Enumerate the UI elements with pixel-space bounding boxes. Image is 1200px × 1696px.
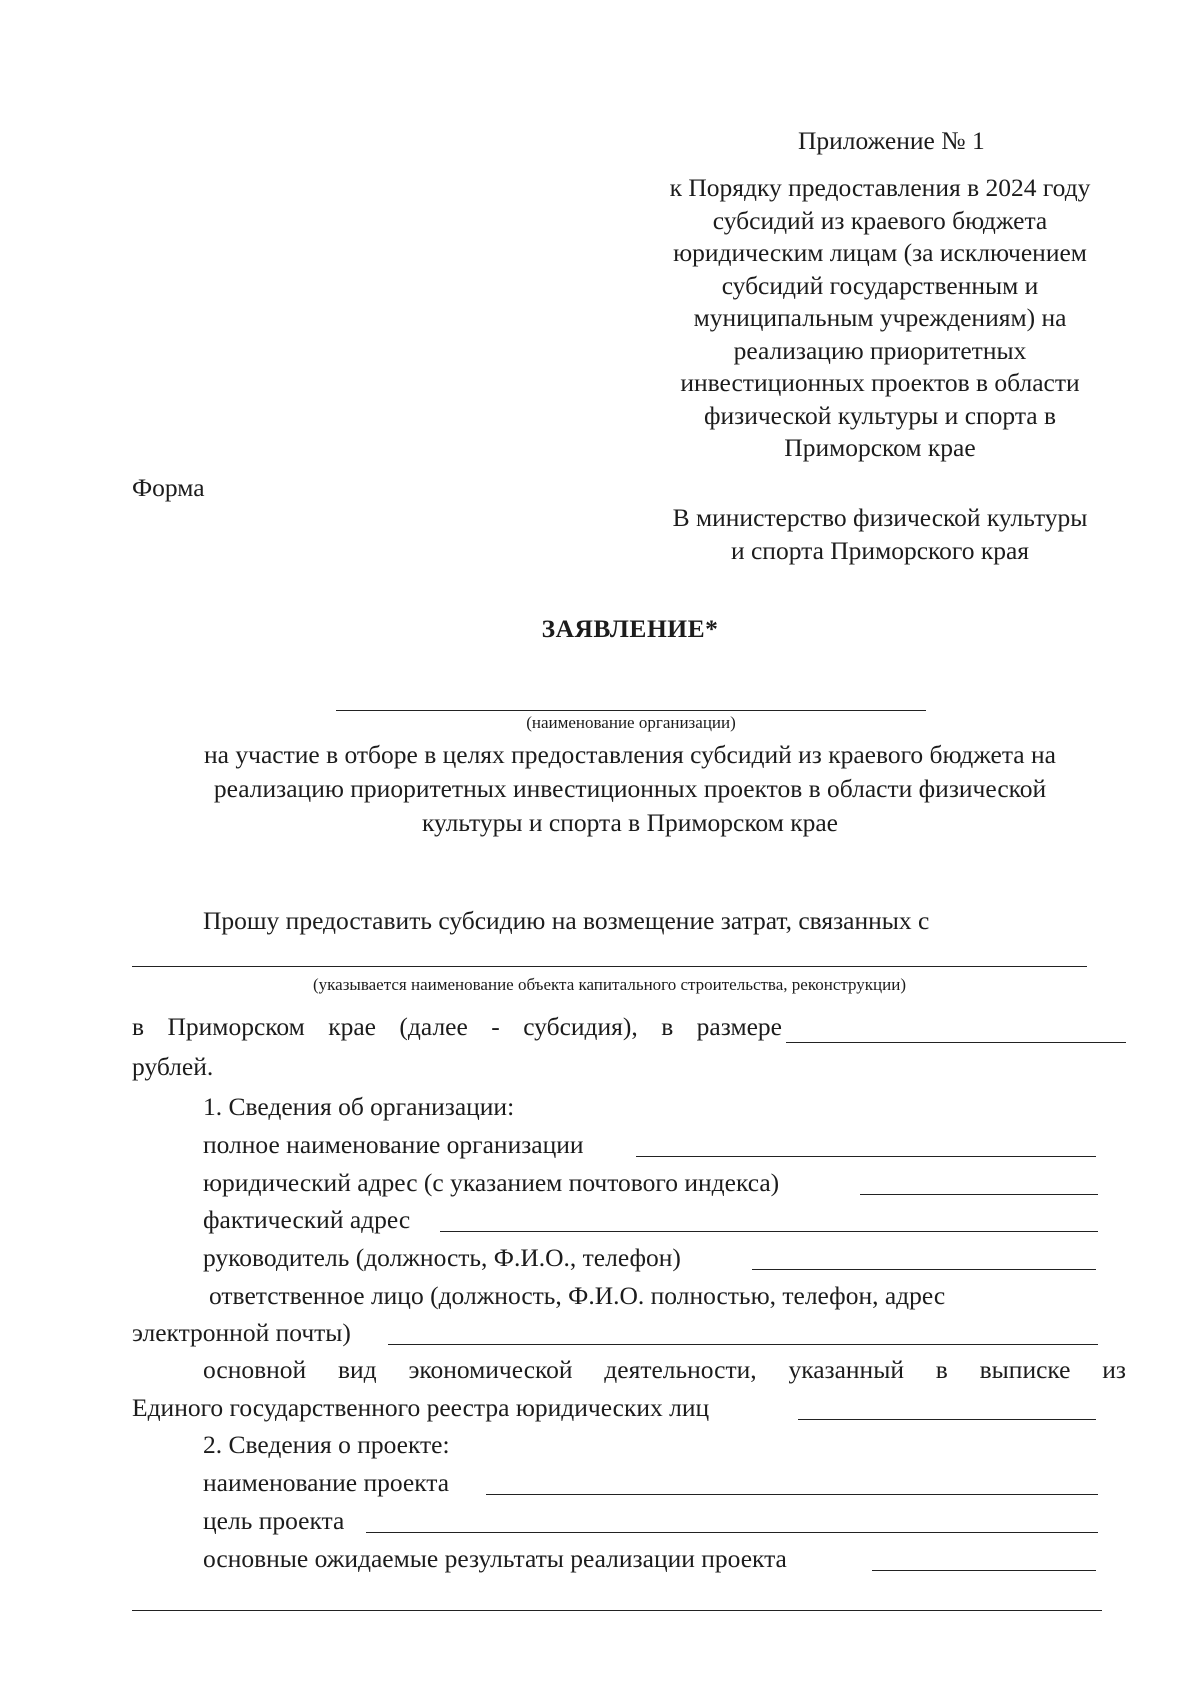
org-name-field-line	[336, 710, 926, 711]
object-caption: (указывается наименование объекта капитального строительства, реконструкции)	[312, 975, 906, 994]
form-label: Форма	[132, 473, 205, 502]
appendix-line: юридическим лицам (за исключением	[673, 238, 1087, 267]
appendix-line: муниципальным учреждениям) на	[693, 303, 1067, 332]
addressee	[620, 502, 1140, 567]
responsible-field-line[interactable]	[388, 1344, 1098, 1345]
expected-results-field-line-2[interactable]	[132, 1610, 1102, 1611]
full-name-label: полное наименование организации	[203, 1130, 584, 1159]
addressee-line: и спорта Приморского края	[730, 535, 1030, 565]
activity-label-cont: Единого государственного реестра юридических лиц	[132, 1393, 710, 1422]
appendix-label: Приложение № 1	[798, 126, 985, 155]
appendix-description	[620, 172, 1140, 465]
expected-results-field-line[interactable]	[872, 1570, 1096, 1571]
actual-address-field-line[interactable]	[440, 1231, 1098, 1232]
appendix-line: субсидий из краевого бюджета	[712, 205, 1048, 235]
amount-label: в Приморском крае (далее - субсидия), в размере	[132, 1012, 782, 1041]
appendix-line: Приморском крае	[784, 433, 976, 462]
responsible-label: ответственное лицо (должность, Ф.И.О. полностью, телефон, адрес	[209, 1281, 946, 1310]
head-field-line[interactable]	[752, 1269, 1096, 1270]
org-name-caption: (наименование организации)	[526, 713, 736, 732]
document-title: ЗАЯВЛЕНИЕ*	[541, 614, 719, 643]
expected-results-label: основные ожидаемые результаты реализации проекта	[203, 1544, 787, 1573]
section2-heading: 2. Сведения о проекте:	[203, 1430, 450, 1459]
purpose-line: реализацию приоритетных инвестиционных проектов в области физической	[213, 774, 1047, 803]
legal-address-label: юридический адрес (с указанием почтового индекса)	[203, 1168, 780, 1197]
rubles-text: рублей.	[132, 1052, 214, 1081]
activity-label	[203, 1355, 1126, 1385]
activity-label-line: основной вид экономической деятельности, указанный в выписке из	[203, 1355, 1126, 1384]
appendix-line: инвестиционных проектов в области	[680, 368, 1080, 397]
appendix-line: реализацию приоритетных	[733, 335, 1027, 365]
appendix-line: к Порядку предоставления в 2024 году	[669, 173, 1091, 202]
object-field-line	[132, 966, 1087, 967]
head-label: руководитель (должность, Ф.И.О., телефон)	[203, 1243, 681, 1272]
project-name-field-line[interactable]	[486, 1494, 1098, 1495]
project-goal-label: цель проекта	[203, 1506, 345, 1535]
project-goal-field-line[interactable]	[366, 1532, 1098, 1533]
full-name-field-line[interactable]	[636, 1156, 1096, 1157]
actual-address-label: фактический адрес	[203, 1205, 411, 1234]
amount-text	[132, 1012, 782, 1042]
activity-field-line[interactable]	[798, 1419, 1096, 1420]
project-name-label: наименование проекта	[203, 1468, 450, 1497]
amount-field-line	[786, 1042, 1126, 1043]
purpose-line: культуры и спорта в Приморском крае	[422, 808, 838, 837]
appendix-line: субсидий государственным и	[721, 270, 1039, 300]
legal-address-field-line[interactable]	[860, 1194, 1098, 1195]
purpose-paragraph	[120, 738, 1140, 840]
addressee-line: В министерство физической культуры	[672, 503, 1088, 532]
section1-heading: 1. Сведения об организации:	[203, 1092, 515, 1121]
request-text: Прошу предоставить субсидию на возмещение затрат, связанных с	[203, 906, 930, 935]
responsible-label-cont: электронной почты)	[132, 1318, 351, 1347]
appendix-line: физической культуры и спорта в	[703, 400, 1057, 430]
purpose-line: на участие в отборе в целях предоставления субсидий из краевого бюджета на	[204, 740, 1056, 769]
